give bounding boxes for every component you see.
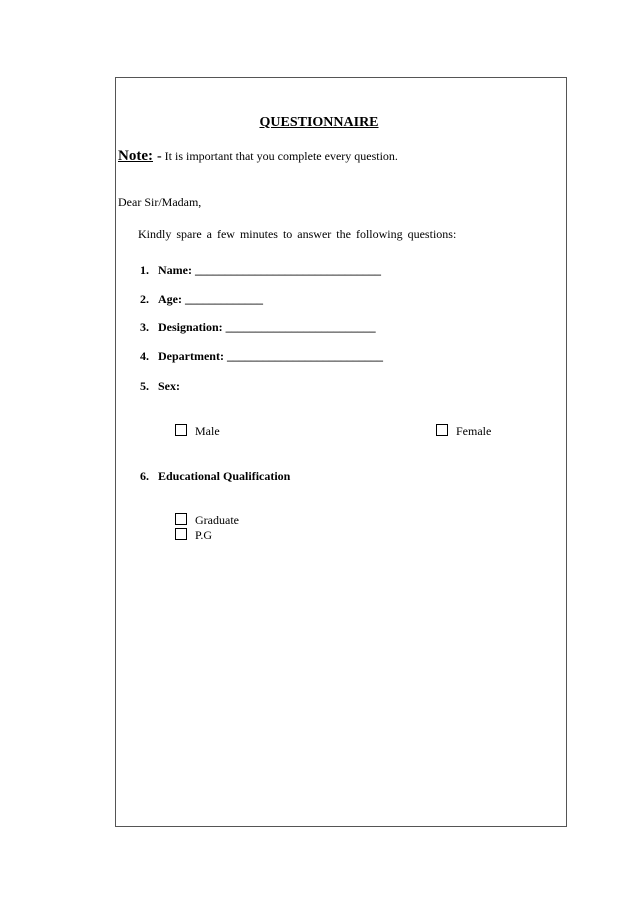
- question-number: 1.: [140, 263, 149, 277]
- checkbox[interactable]: [175, 513, 187, 525]
- option-pg[interactable]: [175, 528, 212, 543]
- checkbox[interactable]: [175, 424, 187, 436]
- question-number: 4.: [140, 349, 149, 363]
- note-text: It is important that you complete every question.: [164, 149, 398, 163]
- note-line: [118, 148, 398, 165]
- intro-text: Kindly spare a few minutes to answer the following questions:: [138, 227, 457, 241]
- note-dash: -: [156, 149, 162, 164]
- designation-field[interactable]: _________________________: [225, 320, 376, 334]
- question-label: Age:: [158, 292, 182, 306]
- question-number: 3.: [140, 320, 149, 334]
- question-label: Designation:: [158, 320, 223, 334]
- question-sex: [140, 379, 180, 394]
- question-number: 5.: [140, 379, 149, 393]
- option-male[interactable]: [175, 424, 220, 439]
- page-border: [115, 77, 567, 827]
- note-label: Note:: [118, 148, 153, 164]
- question-number: 6.: [140, 469, 149, 483]
- greeting: Dear Sir/Madam,: [118, 195, 202, 209]
- question-label: Name:: [158, 263, 192, 277]
- department-field[interactable]: __________________________: [226, 349, 383, 363]
- option-label: Male: [195, 424, 220, 438]
- question-number: 2.: [140, 292, 149, 306]
- question-label: Educational Qualification: [158, 469, 291, 483]
- option-label: Graduate: [195, 513, 239, 527]
- option-label: Female: [456, 424, 492, 438]
- question-label: Department:: [158, 349, 224, 363]
- question-department: [140, 349, 383, 364]
- option-graduate[interactable]: [175, 513, 239, 528]
- checkbox[interactable]: [436, 424, 448, 436]
- page-title: QUESTIONNAIRE: [259, 115, 379, 130]
- question-age: [140, 292, 263, 307]
- name-field[interactable]: _______________________________: [194, 263, 381, 277]
- age-field[interactable]: _____________: [185, 292, 263, 306]
- question-label: Sex:: [158, 379, 180, 393]
- question-name: [140, 263, 381, 278]
- option-female[interactable]: [436, 424, 491, 439]
- question-qualification: [140, 469, 290, 484]
- question-designation: [140, 320, 376, 335]
- option-label: P.G: [195, 528, 213, 542]
- checkbox[interactable]: [175, 528, 187, 540]
